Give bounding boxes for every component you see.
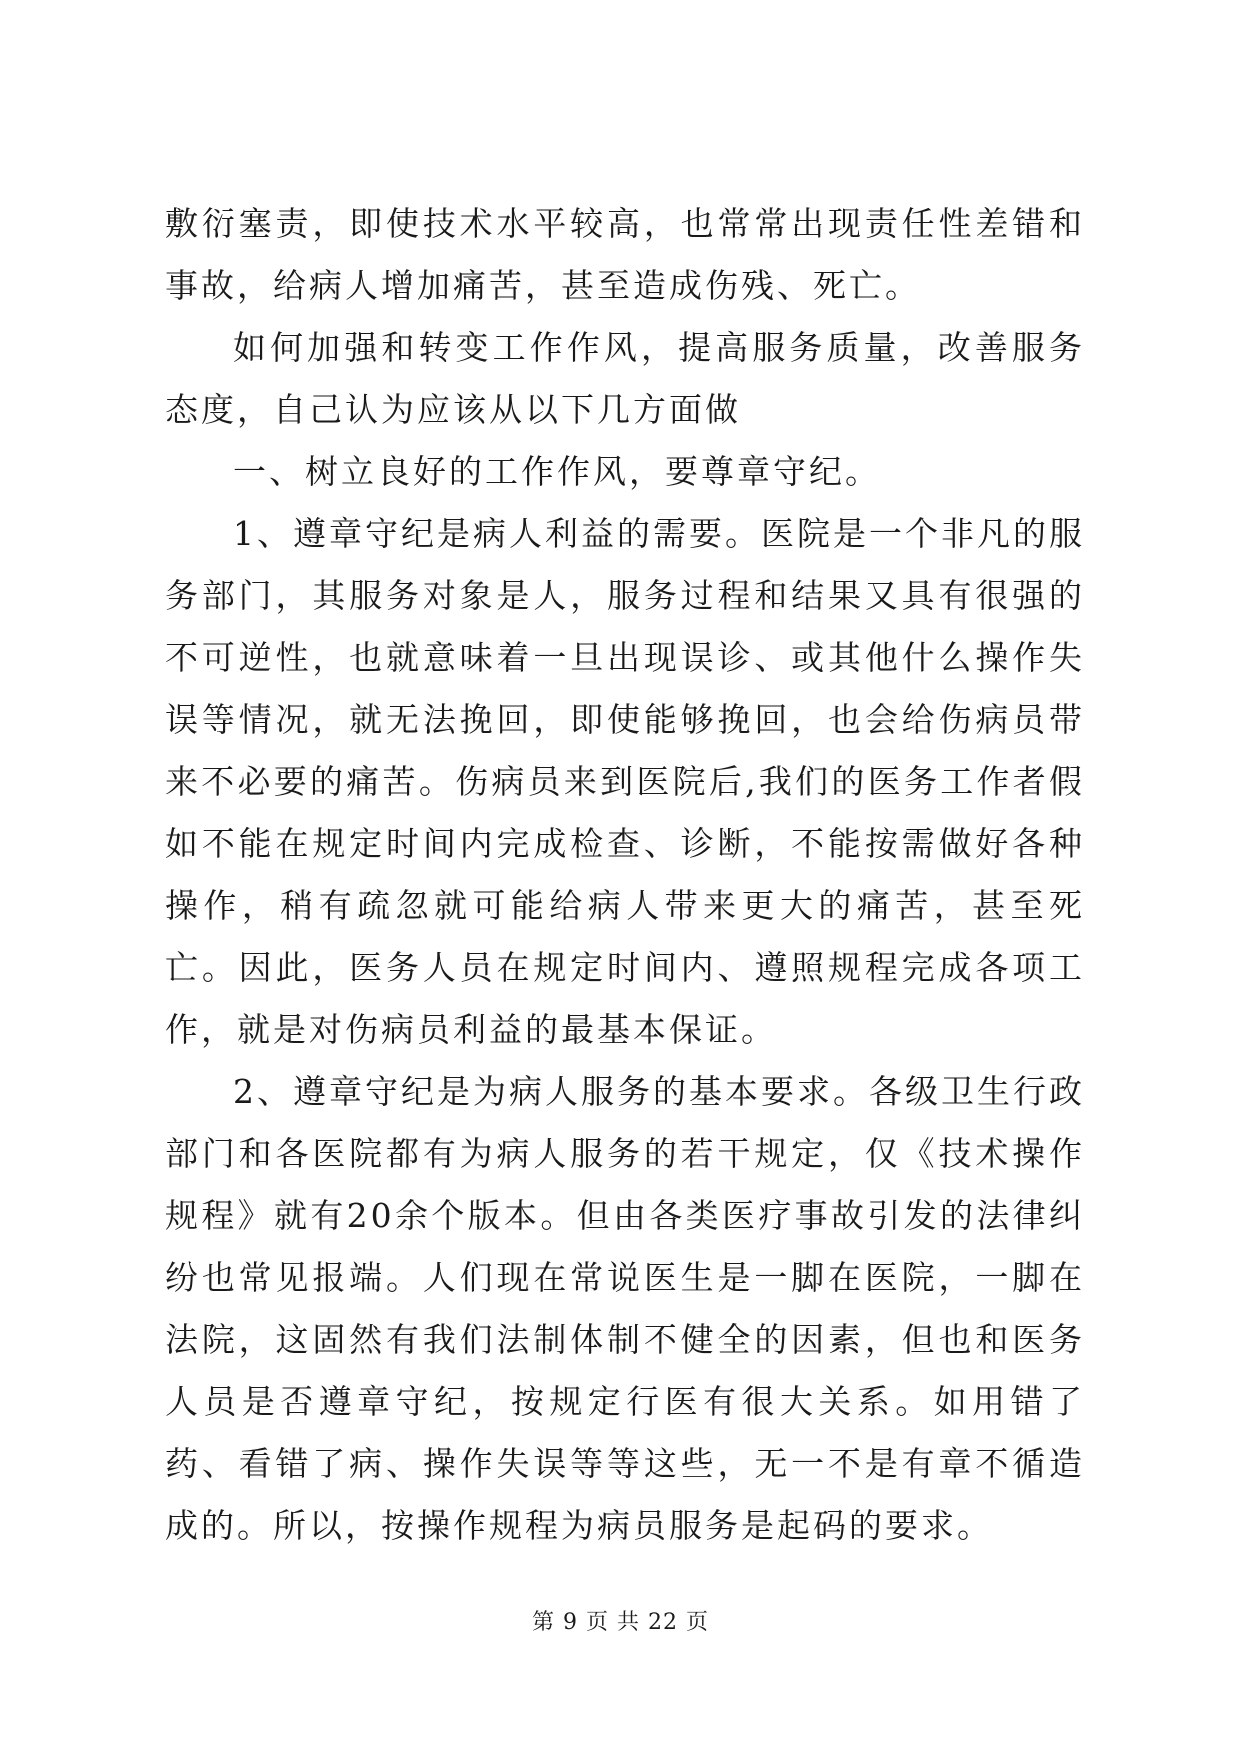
body-text	[165, 193, 1085, 1557]
paragraph-1: 敷衍塞责，即使技术水平较高，也常常出现责任性差错和事故，给病人增加痛苦，甚至造成伤残、死亡。	[165, 204, 1085, 305]
page-footer: 第 9 页 共 22 页	[532, 1610, 709, 1635]
section-heading-1: 一、树立良好的工作作风，要尊章守纪。	[233, 452, 881, 491]
paragraph-point-2: 2、遵章守纪是为病人服务的基本要求。各级卫生行政部门和各医院都有为病人服务的若干规定，仅《技术操作规程》就有20余个版本。但由各类医疗事故引发的法律纠纷也常见报端。人们现在常说医生是一脚在医院，一脚在法院，这固然有我们法制体制不健全的因素，但也和医务人员是否遵章守纪，按规定行医有很大关系。如用错了药、看错了病、操作失误等等这些，无一不是有章不循造成的。所以，按操作规程为病员服务是起码的要求。	[165, 1072, 1085, 1545]
paragraph-point-1: 1、遵章守纪是病人利益的需要。医院是一个非凡的服务部门，其服务对象是人，服务过程和结果又具有很强的不可逆性，也就意味着一旦出现误诊、或其他什么操作失误等情况，就无法挽回，即使能够挽回，也会给伤病员带来不必要的痛苦。伤病员来到医院后,我们的医务工作者假如不能在规定时间内完成检查、诊断，不能按需做好各种操作，稍有疏忽就可能给病人带来更大的痛苦，甚至死亡。因此，医务人员在规定时间内、遵照规程完成各项工作，就是对伤病员利益的最基本保证。	[165, 514, 1085, 1049]
paragraph-2: 如何加强和转变工作作风，提高服务质量，改善服务态度，自己认为应该从以下几方面做	[165, 328, 1085, 429]
